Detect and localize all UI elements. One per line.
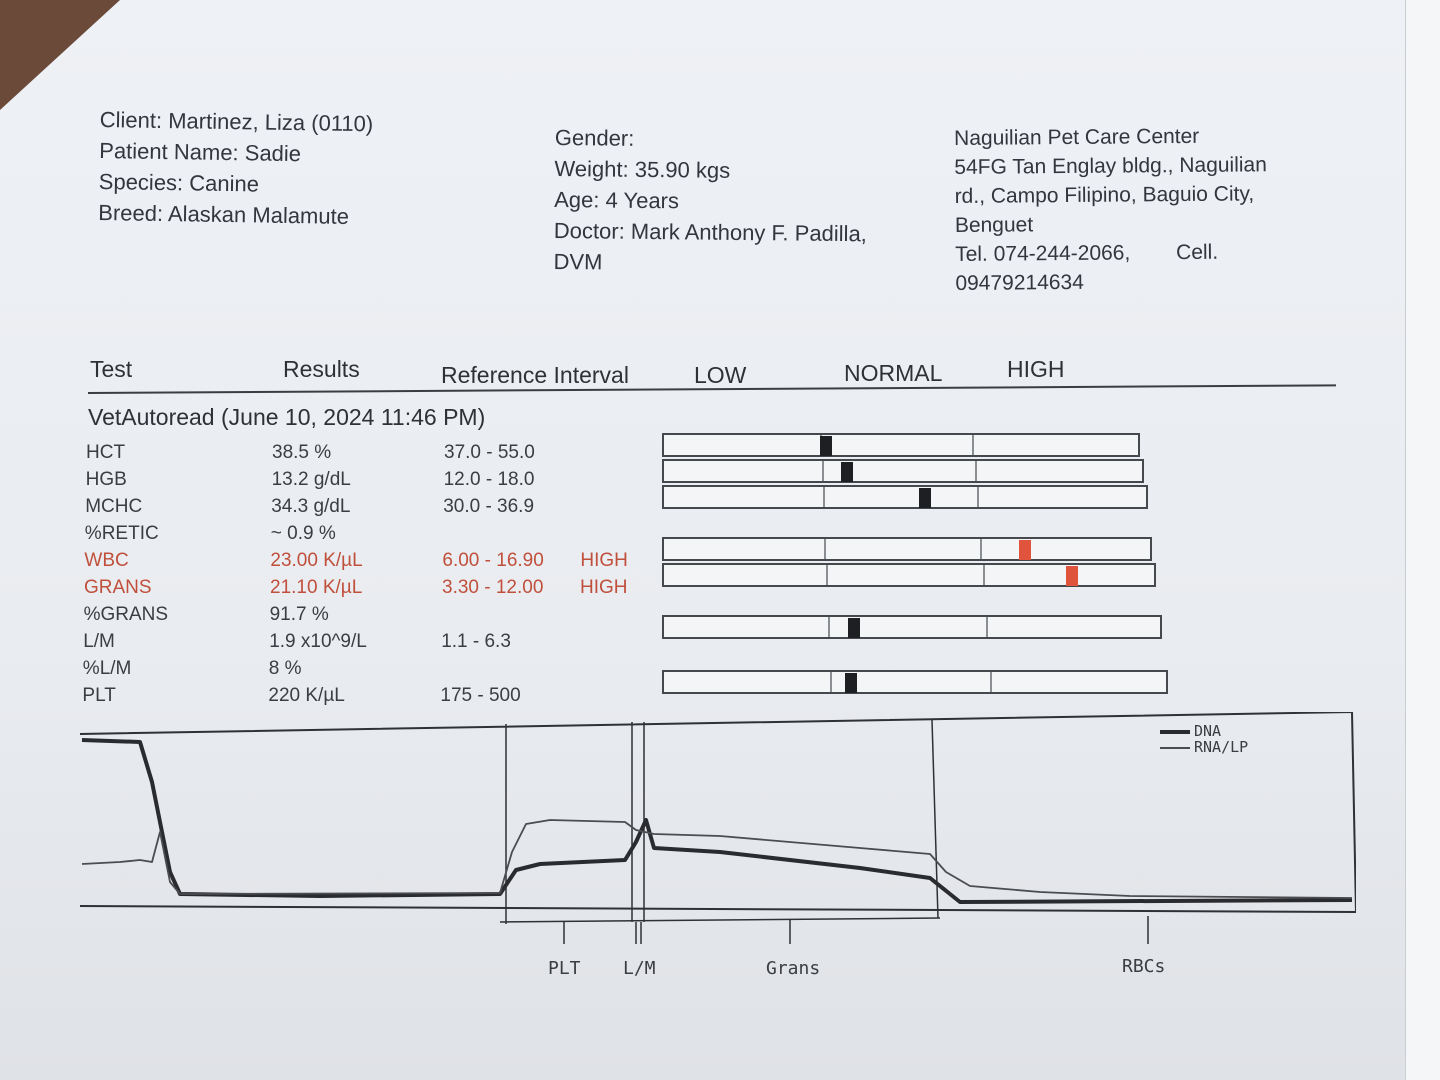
patient-name: Patient Name: Sadie <box>99 137 302 167</box>
range-divider-high <box>977 487 979 507</box>
species: Species: Canine <box>98 168 260 197</box>
gender: Gender: <box>554 124 635 151</box>
range-bar-mchc <box>662 485 1148 509</box>
range-bar-grans <box>662 563 1156 587</box>
doctor-title: DVM <box>553 248 603 275</box>
axis-label-rbcs: RBCs <box>1122 956 1166 977</box>
doctor: Doctor: Mark Anthony F. Padilla, <box>553 217 868 247</box>
legend-rnalp: RNA/LP <box>1194 738 1249 756</box>
col-normal: NORMAL <box>844 360 943 386</box>
result-flag: HIGH <box>580 550 628 571</box>
test-result: 38.5 % <box>272 442 332 463</box>
range-bar-hgb <box>662 459 1144 483</box>
range-bar-hct <box>662 433 1140 457</box>
test-result: ~ 0.9 % <box>270 523 336 544</box>
client-block <box>98 104 373 232</box>
test-result: 21.10 K/µL <box>270 577 363 598</box>
clinic-tel: Tel. 074-244-2066, <box>955 241 1131 266</box>
test-name: %L/M <box>82 658 132 679</box>
clinic-address-2: rd., Campo Filipino, Baguio City, <box>954 182 1255 208</box>
reference-interval: 6.00 - 16.90 <box>442 550 544 571</box>
axis-label-plt: PLT <box>548 958 581 979</box>
range-divider-low <box>823 487 825 507</box>
breed: Breed: Alaskan Malamute <box>98 199 350 229</box>
clinic-phone <box>955 237 1268 269</box>
test-result: 13.2 g/dL <box>271 469 351 490</box>
range-bar-wbc <box>662 537 1152 561</box>
test-name: %RETIC <box>84 523 159 544</box>
clinic-cell: 09479214634 <box>955 270 1084 295</box>
range-marker <box>919 488 931 508</box>
col-test: Test <box>90 356 133 382</box>
range-marker <box>841 462 853 482</box>
test-name: PLT <box>82 685 116 706</box>
range-marker <box>820 436 832 456</box>
test-name: WBC <box>84 550 129 571</box>
range-divider-high <box>990 672 992 692</box>
col-reference: Reference Interval <box>441 362 629 388</box>
client-name: Client: Martinez, Liza (0110) <box>99 106 374 137</box>
clinic-address-3: Benguet <box>954 213 1034 237</box>
test-name: HGB <box>85 469 127 490</box>
col-high: HIGH <box>1007 356 1065 382</box>
range-marker <box>1066 566 1078 586</box>
range-divider-low <box>830 672 832 692</box>
test-result: 23.00 K/µL <box>270 550 363 571</box>
clinic-cell-label: Cell. <box>1176 240 1219 265</box>
reference-interval: 3.30 - 12.00 <box>442 577 544 598</box>
test-result: 91.7 % <box>269 604 329 625</box>
range-divider-high <box>975 461 977 481</box>
range-divider-low <box>822 461 824 481</box>
reference-interval: 12.0 - 18.0 <box>443 469 535 490</box>
range-divider-low <box>826 565 828 585</box>
test-result: 34.3 g/dL <box>271 496 351 517</box>
legend-dna: DNA <box>1194 722 1222 740</box>
reference-interval: 30.0 - 36.9 <box>443 496 535 517</box>
range-divider-high <box>986 617 988 637</box>
range-divider-high <box>972 435 974 455</box>
reference-interval: 37.0 - 55.0 <box>444 442 535 463</box>
patient-block <box>553 122 868 280</box>
col-low: LOW <box>694 362 747 388</box>
range-marker <box>848 618 860 638</box>
test-result: 8 % <box>268 658 302 679</box>
range-marker <box>1019 540 1031 560</box>
test-name: %GRANS <box>83 604 169 625</box>
clinic-address-1: 54FG Tan Englay bldg., Naguilian <box>954 153 1267 179</box>
histogram <box>80 712 1356 992</box>
reference-interval: 175 - 500 <box>440 685 521 706</box>
test-result: 220 K/µL <box>268 685 345 706</box>
range-divider-low <box>824 539 826 559</box>
range-marker <box>845 673 857 693</box>
test-name: MCHC <box>85 496 143 517</box>
range-divider-high <box>983 565 985 585</box>
test-name: GRANS <box>84 577 152 598</box>
reference-interval: 1.1 - 6.3 <box>441 631 511 652</box>
range-bar-lm <box>662 615 1162 639</box>
test-result: 1.9 x10^9/L <box>269 631 367 652</box>
test-name: HCT <box>86 442 126 463</box>
range-divider-low <box>828 617 830 637</box>
clinic-name: Naguilian Pet Care Center <box>954 124 1200 150</box>
weight: Weight: 35.90 kgs <box>554 155 731 183</box>
result-flag: HIGH <box>580 577 628 598</box>
clinic-block <box>954 121 1268 298</box>
axis-label-grans: Grans <box>766 958 821 979</box>
col-results: Results <box>283 356 360 382</box>
range-divider-high <box>980 539 982 559</box>
axis-label-lm: L/M <box>623 958 656 979</box>
range-bar-plt <box>662 670 1168 694</box>
histogram-svg <box>80 712 1356 992</box>
section-title: VetAutoread (June 10, 2024 11:46 PM) <box>88 404 486 430</box>
age: Age: 4 Years <box>554 186 680 214</box>
test-name: L/M <box>83 631 115 652</box>
paper-edge <box>1405 0 1440 1080</box>
